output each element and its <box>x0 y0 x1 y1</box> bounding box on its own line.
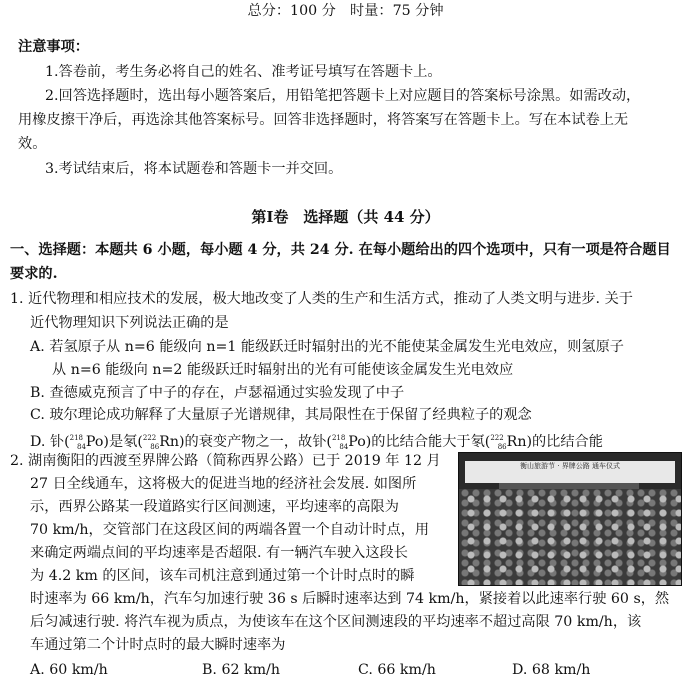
q2-stem-line-2: 27 日全线通车，这将极大的促进当地的经济社会发展. 如图所 <box>30 476 417 492</box>
q1-option-d-text: Rn)的比结合能 <box>506 434 603 450</box>
q2-option-c: C. 66 km/h <box>358 662 436 678</box>
q1-option-a-line-2: 从 n=6 能级向 n=2 能级跃迁时辐射出的光有可能使该金属发生光电效应 <box>52 362 514 378</box>
q1-option-d-text: D. 钋( <box>30 434 70 450</box>
mass-number: 222 <box>490 434 504 442</box>
q2-stem-line-7: 时速率为 66 km/h，汽车匀加速行驶 36 s 后瞬时速率达到 74 km/h，紧接着以此速率行驶 60 s，然 <box>30 591 670 607</box>
notice-item-2-line-2: 用橡皮擦干净后，再选涂其他答案标号。回答非选择题时，将答案写在答题卡上。写在本试卷上无 <box>18 112 629 128</box>
atomic-number: 84 <box>77 443 86 451</box>
road-opening-photo <box>458 452 682 586</box>
q1-option-d-text: Po)的比结合能大于氡( <box>348 434 491 450</box>
q2-stem-line-3: 示，西界公路某一段道路实行区间测速，平均速率的高限为 <box>30 499 399 515</box>
atomic-number: 86 <box>150 443 160 451</box>
mass-number: 222 <box>142 434 157 442</box>
q2-option-d: D. 68 km/h <box>512 662 591 678</box>
q1-option-c: C. 玻尔理论成功解释了大量原子光谱规律，其局限性在于保留了经典粒子的观念 <box>30 407 532 423</box>
q2-option-a: A. 60 km/h <box>30 662 108 678</box>
atomic-number: 86 <box>497 443 507 451</box>
mass-number: 218 <box>331 434 346 442</box>
q1-option-d-text: Po)是氡( <box>85 434 143 450</box>
q1-stem-line-2: 近代物理知识下列说法正确的是 <box>30 315 229 331</box>
q2-stem-line-1: 2. 湖南衡阳的西渡至界牌公路（简称西界公路）已于 2019 年 12 月 <box>10 453 441 469</box>
notice-title: 注意事项： <box>18 39 89 55</box>
q1-option-b: B. 查德威克预言了中子的存在，卢瑟福通过实验发现了中子 <box>30 385 405 401</box>
q2-stem-line-5: 来确定两端点间的平均速率是否超限. 有一辆汽车驶入这段长 <box>30 545 408 561</box>
q2-stem-line-8: 后匀减速行驶. 将汽车视为质点，为使该车在这个区间测速段的平均速率不超过高限 70 km/h，该 <box>30 614 642 630</box>
part1-instructions-line-1: 一、选择题：本题共 6 小题，每小题 4 分，共 24 分. 在每小题给出的四个选项中，只有一项是符合题目 <box>10 242 671 258</box>
notice-item-2-line-3: 效。 <box>18 136 47 152</box>
exam-meta: 总分：100 分 时量：75 分钟 <box>247 3 444 19</box>
photo-banner: 衡山旅游节 · 界牌公路 通车仪式 <box>465 461 675 483</box>
photo-crowd <box>459 489 681 585</box>
q1-option-a-line-1: A. 若氢原子从 n=6 能级向 n=1 能级跃迁时辐射出的光不能使某金属发生光电效应，则氢原子 <box>30 339 624 355</box>
q2-stem-line-9: 车通过第二个计时点时的最大瞬时速率为 <box>30 637 286 653</box>
q1-stem-line-1: 1. 近代物理和相应技术的发展，极大地改变了人类的生产和生活方式，推动了人类文明与进步. 关于 <box>10 291 633 307</box>
q1-option-d-text: Rn)的衰变产物之一，故钋( <box>159 434 332 450</box>
notice-item-1: 1.答卷前，考生务必将自己的姓名、准考证号填写在答题卡上。 <box>45 64 442 80</box>
notice-item-2-line-1: 2.回答选择题时，选出每小题答案后，用铅笔把答题卡上对应题目的答案标号涂黑。如需改动， <box>45 88 641 104</box>
q2-stem-line-6: 为 4.2 km 的区间，该车司机注意到通过第一个计时点时的瞬 <box>30 568 415 584</box>
q2-option-b: B. 62 km/h <box>202 662 280 678</box>
atomic-number: 84 <box>339 443 349 451</box>
notice-item-3: 3.考试结束后，将本试题卷和答题卡一并交回。 <box>45 161 343 177</box>
part1-instructions-line-2: 要求的. <box>10 266 58 282</box>
mass-number: 218 <box>69 434 83 442</box>
q2-stem-line-4: 70 km/h，交管部门在这段区间的两端各置一个自动计时点，用 <box>30 522 430 538</box>
section-title: 第Ⅰ卷 选择题（共 44 分） <box>251 208 440 226</box>
